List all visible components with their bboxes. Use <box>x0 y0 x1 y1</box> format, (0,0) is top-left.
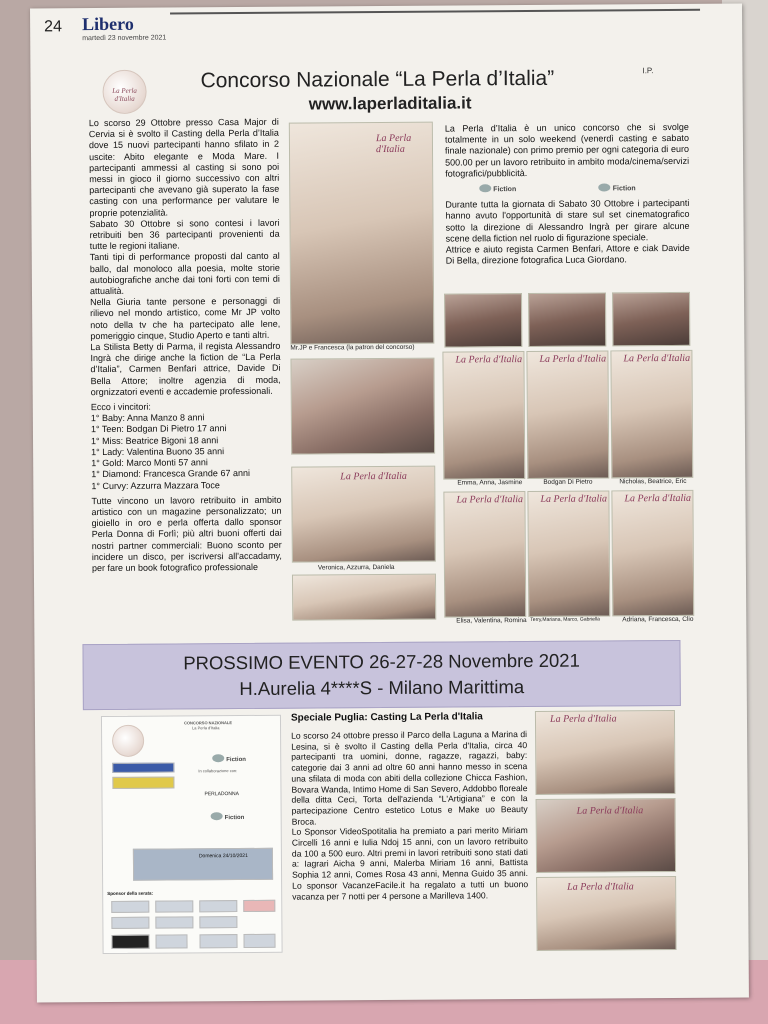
poster-sponsor-logo <box>111 935 149 949</box>
photo-caption: Emma, Anna, Jasmine <box>457 479 523 487</box>
photo-caption: Veronica, Azzurra, Daniela <box>317 563 395 572</box>
article-website: www.laperladitalia.it <box>308 93 472 114</box>
magazine-photo <box>292 574 436 621</box>
winner-item: 1° Baby: Anna Manzo 8 anni <box>90 412 205 424</box>
right-column <box>445 122 690 267</box>
left-column <box>89 117 282 574</box>
paragraph: Tutte vincono un lavoro retribuito in ambito artistico con un magazine personalizzato; un gioiello in oro e perla offerta dallo sponsor Perla Donna di Forlì; più altri buoni offerti dai nostri partner commerciali: Buono sconto per incidere un disco, per iscriversi all'accadamy, per fare un book fotografico professionale <box>91 494 282 573</box>
puglia-heading: Speciale Puglia: Casting La Perla d'Italia <box>290 711 483 724</box>
paragraph: La Stilista Betty di Parma, il regista Alessandro Ingrà che dirige anche la fiction de “La Perla d’Italia”, Carmen Benfari attrice, Davide Di Bella Attore; inoltre agenzia di moda, orgnizzatori eventi e accademie professionali. <box>90 340 281 397</box>
paragraph: Tanti tipi di performance proposti dal canto al ballo, dal monoloco alla poesia, molte storie autobiografiche anche dai toni forti con temi di attualità. <box>89 251 280 297</box>
winners-photo: La Perla d'Italia <box>291 466 436 563</box>
poster-collab: In collaborazione con: <box>198 768 238 774</box>
poster-perladonna: PERLADONNA <box>204 791 239 798</box>
winner-item: 1° Miss: Beatrice Bigoni 18 anni <box>90 434 219 446</box>
puglia-photo: La Perla d'Italia <box>535 710 676 795</box>
group-photo <box>290 358 435 455</box>
poster-sponsor-logo <box>111 901 149 913</box>
poster-sponsor-logo <box>199 934 237 948</box>
set-photo <box>444 293 522 348</box>
poster-header: CONCORSO NAZIONALE <box>183 720 233 726</box>
event-dates: PROSSIMO EVENTO 26-27-28 Novembre 2021 <box>183 649 580 674</box>
event-venue: H.Aurelia 4****S - Milano Marittima <box>239 676 525 700</box>
paragraph: La Perla d’Italia è un unico concorso che si svolge totalmente in un solo weekend (venerdì casting e sabato finale nazionale) con primo premio per ogni categoria di euro 500.00 per un lavoro retribuito in ambito moda/cinema/servizi fotografici/pubblicità. <box>444 121 690 179</box>
article-title: Concorso Nazionale “La Perla d’Italia” <box>200 66 555 93</box>
event-poster <box>101 715 283 954</box>
poster-fiction: Fiction <box>211 812 245 821</box>
winner-photo: La Perla d'Italia <box>443 491 526 618</box>
poster-subheader: La Perla d'Italia <box>192 725 220 731</box>
photo-caption: Adriana, Francesca, Clio <box>622 615 694 624</box>
newspaper-page <box>30 4 749 1003</box>
fiction-logos <box>479 182 689 196</box>
newspaper-brand: Libero <box>82 13 134 35</box>
winner-item: 1° Diamond: Francesca Grande 67 anni <box>91 468 250 480</box>
poster-sponsor-logo <box>243 934 275 948</box>
winner-photo: La Perla d'Italia <box>442 351 525 480</box>
winner-photo: La Perla d'Italia <box>610 350 693 479</box>
paragraph: Durante tutta la giornata di Sabato 30 Ottobre i partecipanti hanno avuto l'opportunità di stare sul set cinematografico sotto la direzione di Alessandro Ingrà per girare alcune scene della fiction nel ruolo di figurazione speciale. <box>445 198 690 244</box>
page-number: 24 <box>44 18 62 36</box>
photo-caption: Nicholas, Beatrice, Eric <box>619 477 687 486</box>
winner-photo: La Perla d'Italia <box>527 490 610 617</box>
puglia-text <box>291 729 528 902</box>
main-photo: La Perla d'Italia <box>289 122 435 345</box>
poster-sponsor-logo <box>199 916 237 928</box>
fiction-logo: Fiction <box>599 185 636 192</box>
poster-fiction: Fiction <box>212 754 246 763</box>
photo-caption: Elisa, Valentina, Romina <box>456 617 527 625</box>
poster-sponsor-logo <box>155 934 187 948</box>
perla-logo: La Perla d'Italia <box>102 70 146 114</box>
winner-item: 1° Teen: Bodgan Di Pietro 17 anni <box>90 423 227 435</box>
header-rule <box>170 9 700 15</box>
paragraph: Lo scorso 24 ottobre presso il Parco della Laguna a Marina di Lesina, si è svolto il Casting della Perla d'Italia, circa 40 partecipanti tra uomini, donne, ragazze, ragazzi, baby: categorie dai 3 anni ad oltre 60 anni hanno messo in scena una sfilata di moda con abiti della collezione Chicca Fashion, Bovara Wanda, Intimo Home di San Severo, Addobbo floreale della ditta Ceci, Torta dell'azienda “L'Artigiana” e con la partecipazione Centro estetico Lotus e Make uo Beauty Broca. <box>291 729 528 827</box>
photo-caption: Mr.JP e Francesca (la patron del concorso) <box>290 343 415 352</box>
poster-logo <box>112 725 144 757</box>
paragraph: Nella Giuria tante persone e personaggi di rilievo nel mondo artistico, come Mr JP volto noto della tv che ha partecipato alle lene, pomeriggio cinque, Studio Aperto e tanti altri. <box>90 295 281 341</box>
paragraph: Attrice e aiuto regista Carmen Benfari, Attore e ciak Davide Di Bella, direzione fotografica Luca Giordano. <box>445 242 690 266</box>
next-event-banner <box>82 640 680 710</box>
winners-intro: Ecco i vincitori: <box>90 401 151 413</box>
poster-sponsor-logo <box>243 900 275 912</box>
winner-item: 1° Gold: Marco Monti 57 anni <box>91 457 208 469</box>
puglia-photo: La Perla d'Italia <box>536 798 677 873</box>
paragraph: Lo Sponsor VideoSpotitalia ha premiato a pari merito Miriam Circelli 16 anni e Iulia Ndoj 15 anni, con un lavoro retribuito da 100 a 500 euro. Altri premi in lavori retribuiti sono stati dati a: Iagrari Aicha 9 anni, Malerba Miriam 16 anni, Battista Sophia 12 anni, Comes Rosa 43 anni, Menna Guido 35 anni. Lo sponsor VacanzeFacile.it ha regalato a tutti un buono vacanza per 7 notti per 4 persone a Marilleva 1400. <box>291 825 529 902</box>
poster-sponsor-logo <box>199 900 237 912</box>
article-signature: I.P. <box>642 66 654 76</box>
issue-date: martedì 23 novembre 2021 <box>82 34 167 43</box>
paragraph: Lo scorso 29 Ottobre presso Casa Major di Cervia si è svolto il Casting della Perla d’Italia dove 15 nuovi partecipanti hanno sfilato in 2 uscite: Abito elegante e Moda Mare. I partecipanti ammessi al casting si sono poi messi in gioco il giorno successivo con altri partecipanti che avevano già superato la fase casting con una performance per valutare le proprie potenzialità. <box>88 116 280 218</box>
photo-caption: Bodgan Di Pietro <box>543 478 593 486</box>
paragraph: Sabato 30 Ottobre si sono contesi i lavori retribuiti ben 36 partecipanti provenienti da tutte le regioni italiane. <box>89 217 280 252</box>
poster-sponsor-logo <box>111 917 149 929</box>
fiction-logo: Fiction <box>479 186 516 193</box>
poster-sponsor-title: Sponsor della serata: <box>107 890 153 896</box>
poster-date: Domenica 24/10/2021 <box>198 852 248 860</box>
set-photo <box>528 292 606 347</box>
poster-sponsor-logo <box>112 762 174 772</box>
winner-photo: La Perla d'Italia <box>611 490 694 617</box>
puglia-photo: La Perla d'Italia <box>536 876 677 951</box>
photo-caption: Terry,Mariana, Marco, Gabriella <box>530 616 600 624</box>
poster-sponsor-logo <box>155 916 193 928</box>
set-photo <box>612 292 690 347</box>
poster-sponsor-logo <box>155 900 193 912</box>
winner-item: 1° Lady: Valentina Buono 35 anni <box>91 446 225 457</box>
winner-photo: La Perla d'Italia <box>526 350 609 479</box>
winner-item: 1° Curvy: Azzurra Mazzara Toce <box>91 479 220 491</box>
poster-sponsor-logo <box>112 776 174 788</box>
